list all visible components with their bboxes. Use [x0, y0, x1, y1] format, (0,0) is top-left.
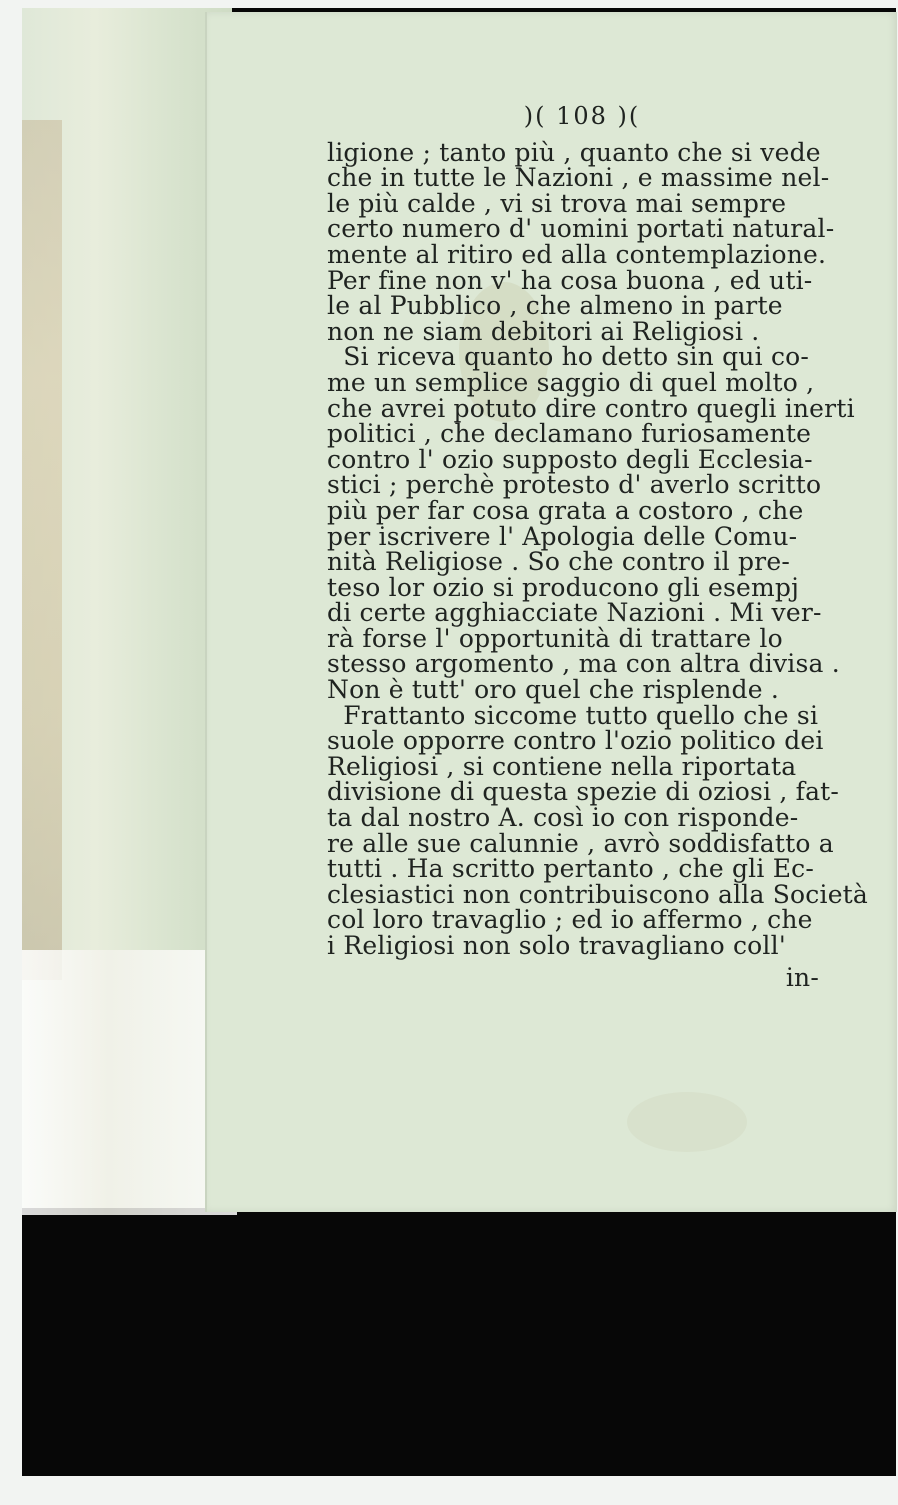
text-line: teso lor ozio si producono gli esempj	[327, 572, 800, 602]
text-line: le al Pubblico , che almeno in parte	[327, 291, 783, 321]
text-line: più per far cosa grata a costoro , che	[327, 495, 804, 525]
text-line: politici , che declamano furiosamente	[327, 419, 812, 449]
text-line: mente al ritiro ed alla contemplazione.	[327, 239, 827, 269]
text-line: me un semplice saggio di quel molto ,	[327, 367, 815, 397]
text-line: le più calde , vi si trova mai sempre	[327, 188, 787, 218]
page-number-header: )( 108 )(	[523, 102, 641, 130]
text-line: che avrei potuto dire contro quegli inerti	[327, 393, 855, 423]
text-line: clesiastici non contribuiscono alla Società	[327, 879, 869, 909]
text-line: per iscrivere l' Apologia delle Comu-	[327, 521, 798, 551]
text-line: rà forse l' opportunità di trattare lo	[327, 623, 783, 653]
text-line: Per fine non v' ha cosa buona , ed uti-	[327, 265, 813, 295]
text-line: certo numero d' uomini portati natural-	[327, 214, 835, 244]
book-page	[205, 12, 897, 1212]
text-line: Religiosi , si contiene nella riportata	[327, 751, 797, 781]
text-line: suole opporre contro l'ozio politico dei	[327, 726, 824, 756]
text-line: di certe agghiacciate Nazioni . Mi ver-	[327, 598, 822, 628]
text-line: divisione di questa spezie di oziosi , fat-	[327, 777, 840, 807]
text-line: stesso argomento , ma con altra divisa .	[327, 649, 840, 679]
text-line: Si riceva quanto ho detto sin qui co-	[327, 342, 810, 372]
paper-stain	[627, 1092, 747, 1152]
text-line: stici ; perchè protesto d' averlo scritto	[327, 470, 822, 500]
text-line: che in tutte le Nazioni , e massime nel-	[327, 163, 830, 193]
page-text	[327, 102, 869, 992]
page-edge-stain	[22, 120, 62, 980]
text-line: non ne siam debitori ai Religiosi .	[327, 316, 760, 346]
text-line: tutti . Ha scritto pertanto , che gli Ec-	[327, 854, 815, 884]
text-line: nità Religiose . So che contro il pre-	[327, 547, 790, 577]
text-line: ta dal nostro A. così io con risponde-	[327, 803, 799, 833]
text-line: Non è tutt' oro quel che risplende .	[327, 675, 780, 705]
text-line: Frattanto siccome tutto quello che si	[327, 700, 819, 730]
text-line: ligione ; tanto più , quanto che si vede	[327, 137, 821, 167]
text-line: re alle sue calunnie , avrò soddisfatto a	[327, 828, 834, 858]
catchword: in-	[785, 962, 819, 992]
text-line: i Religiosi non solo travagliano coll'	[327, 931, 786, 960]
text-line: col loro travaglio ; ed io affermo , che	[327, 905, 813, 935]
text-line: contro l' ozio supposto degli Ecclesia-	[327, 444, 813, 474]
